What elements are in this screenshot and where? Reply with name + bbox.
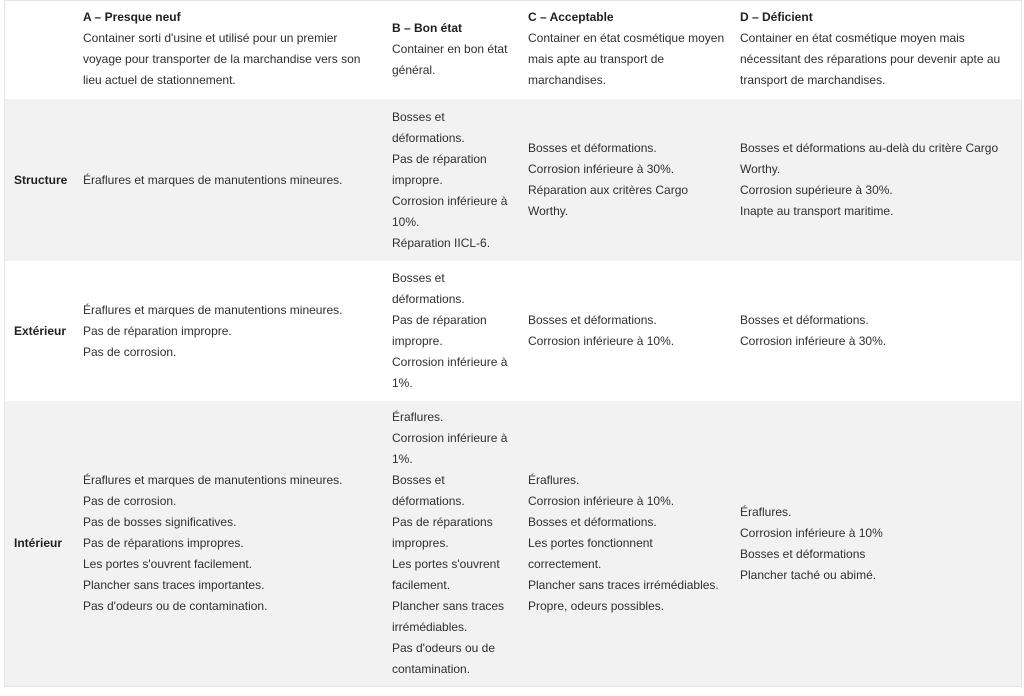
- cell-line: Corrosion inférieure à 30%.: [528, 162, 675, 176]
- cell-line: Bosses et déformations.: [392, 109, 465, 145]
- table-cell: [75, 99, 384, 261]
- cell-line: Inapte au transport maritime.: [740, 204, 894, 218]
- cell-line: Pas d'odeurs ou de contamination.: [392, 641, 496, 676]
- table-cell: [732, 401, 1021, 686]
- table-cell: [732, 99, 1021, 261]
- cell-line: Propre, odeurs possibles.: [528, 599, 665, 613]
- cell-line: Bosses et déformations au-delà du critère Cargo Worthy.: [740, 141, 999, 176]
- cell-line: Corrosion inférieure à 1%.: [392, 431, 508, 466]
- table-cell: [384, 401, 520, 686]
- cell-line: Corrosion inférieure à 10%.: [528, 494, 675, 508]
- cell-line: Éraflures et marques de manutentions mineures.: [83, 172, 343, 187]
- table-row-interieur: [5, 401, 1021, 686]
- cell-line: Pas de bosses significatives.: [83, 515, 237, 529]
- cell-line: Bosses et déformations.: [528, 313, 657, 327]
- cell-line: Réparation IICL-6.: [392, 235, 491, 250]
- column-title: C – Acceptable: [528, 10, 614, 24]
- table-row-exterieur: [5, 261, 1021, 401]
- cell-line: Corrosion inférieure à 10%.: [528, 334, 675, 348]
- cell-line: Éraflures et marques de manutentions mineures.: [83, 473, 343, 487]
- cell-line: Éraflures.: [392, 410, 444, 424]
- cell-line: Pas d'odeurs ou de contamination.: [83, 599, 268, 613]
- header-row: [5, 1, 1021, 99]
- cell-line: Pas de corrosion.: [83, 494, 177, 508]
- table-cell: [384, 99, 520, 261]
- row-label: Structure: [5, 99, 75, 261]
- cell-line: Réparation aux critères Cargo Worthy.: [528, 183, 689, 218]
- cell-line: Plancher taché ou abimé.: [740, 567, 877, 582]
- cell-line: Plancher sans traces importantes.: [83, 578, 265, 592]
- table-cell: [520, 401, 732, 686]
- cell-line: Pas de réparations impropres.: [83, 536, 244, 550]
- cell-line: Éraflures.: [740, 504, 792, 519]
- cell-line: Éraflures et marques de manutentions mineures.: [83, 302, 343, 317]
- cell-line: Bosses et déformations.: [740, 313, 869, 327]
- cell-line: Pas de corrosion.: [83, 344, 177, 359]
- cell-line: Pas de réparation impropre.: [83, 323, 232, 338]
- column-description: Container sorti d'usine et utilisé pour un premier voyage pour transporter de la marchandise vers son lieu actuel de stationnement.: [83, 31, 361, 87]
- column-header-d: [732, 1, 1021, 99]
- cell-line: Corrosion supérieure à 30%.: [740, 183, 893, 197]
- table-cell: [75, 401, 384, 686]
- column-title: D – Déficient: [740, 10, 813, 24]
- row-label: Intérieur: [5, 401, 75, 686]
- cell-line: Bosses et déformations.: [392, 473, 465, 508]
- cell-line: Pas de réparation impropre.: [392, 313, 487, 348]
- cell-line: Corrosion inférieure à 10%: [740, 525, 883, 540]
- cell-line: Les portes s'ouvrent facilement.: [83, 557, 253, 571]
- cell-line: Corrosion inférieure à 1%.: [392, 355, 508, 390]
- cell-line: Pas de réparation impropre.: [392, 151, 487, 187]
- column-title: B – Bon état: [392, 20, 463, 35]
- cell-line: Les portes s'ouvrent facilement.: [392, 557, 500, 592]
- cell-line: Bosses et déformations: [740, 546, 866, 561]
- column-title: A – Presque neuf: [83, 10, 181, 24]
- cell-line: Plancher sans traces irrémédiables.: [392, 599, 505, 634]
- cell-line: Bosses et déformations.: [392, 271, 465, 306]
- column-description: Container en état cosmétique moyen mais nécessitant des réparations pour devenir apte au transport de marchandises.: [740, 31, 1001, 87]
- cell-line: Éraflures.: [528, 473, 580, 487]
- table-cell: [75, 261, 384, 401]
- column-header-b: [384, 1, 520, 99]
- column-description: Container en état cosmétique moyen mais apte au transport de marchandises.: [528, 31, 725, 87]
- corner-cell: [5, 1, 75, 99]
- table-row-structure: [5, 99, 1021, 261]
- container-condition-table: [5, 1, 1021, 686]
- cell-line: Plancher sans traces irrémédiables.: [528, 578, 719, 592]
- cell-line: Bosses et déformations.: [528, 141, 657, 155]
- cell-line: Bosses et déformations.: [528, 515, 657, 529]
- cell-line: Pas de réparations impropres.: [392, 515, 493, 550]
- row-label: Extérieur: [5, 261, 75, 401]
- column-description: Container en bon état général.: [392, 41, 508, 77]
- column-header-c: [520, 1, 732, 99]
- table-cell: [520, 261, 732, 401]
- cell-line: Les portes fonctionnent correctement.: [528, 536, 653, 571]
- cell-line: Corrosion inférieure à 30%.: [740, 334, 887, 348]
- condition-table-container: [4, 0, 1022, 687]
- cell-line: Corrosion inférieure à 10%.: [392, 193, 508, 229]
- table-cell: [520, 99, 732, 261]
- column-header-a: [75, 1, 384, 99]
- table-cell: [732, 261, 1021, 401]
- table-cell: [384, 261, 520, 401]
